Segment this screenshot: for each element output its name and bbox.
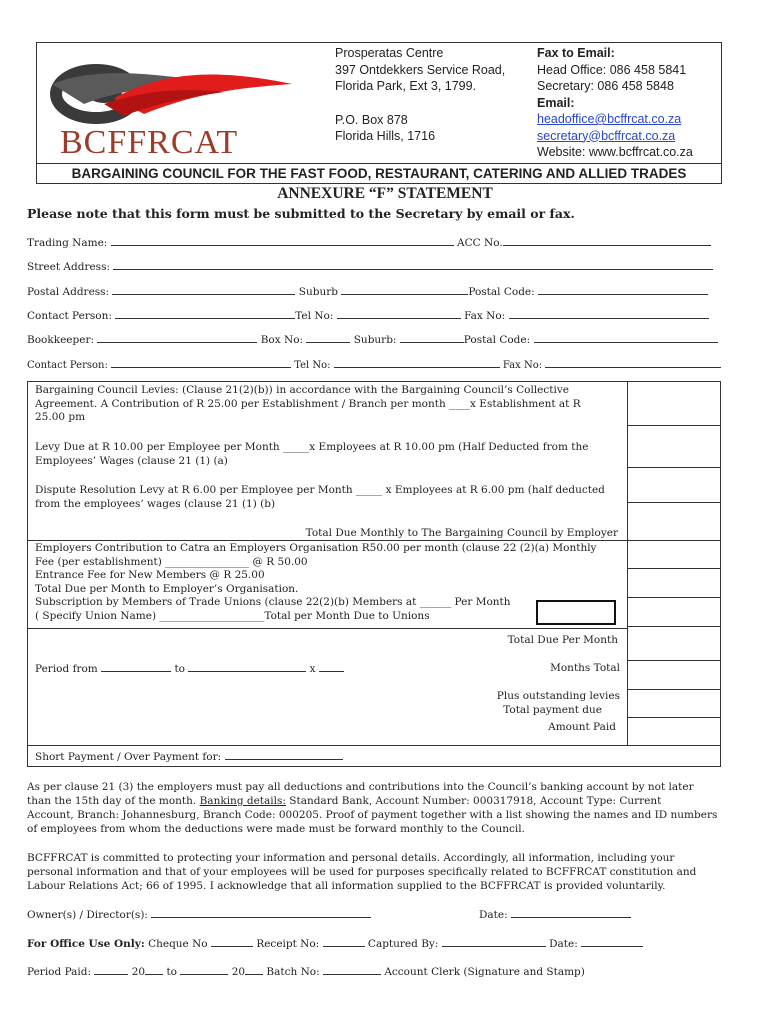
bcffrcat-logo [44,54,314,160]
postal-address-label: Postal Address: [27,286,110,298]
trading-name-input[interactable] [111,236,454,246]
short-payment-input[interactable] [225,750,343,760]
fax-no-input[interactable] [545,358,721,368]
amount-cell-divider [627,467,721,468]
clause-line [27,794,717,808]
levies-line: Bargaining Council Levies: (Clause 21(2)(b)) in accordance with the Bargaining Council’s Collective [35,384,569,396]
levies-text [35,384,581,425]
dispute-line: Dispute Resolution Levy at R 6.00 per Employee per Month _____ x Employees at R 6.00 pm (half deducted [35,484,605,496]
office-date-input[interactable] [581,937,643,947]
clause-line: As per clause 21 (3) the employers must pay all deductions and contributions into the Council’s banking account by not later [27,781,694,793]
letterhead-divider [36,163,722,164]
period-paid-to-input[interactable] [180,965,228,975]
period-x-label: x [309,663,316,675]
amount-cell-divider [627,689,721,690]
owner-row [27,908,371,921]
contact-person-row-2 [27,358,721,371]
employers-line: ( Specify Union Name) ____________________Total per Month Due to Unions [35,609,430,622]
postal-code2-label: Postal Code: [463,334,531,346]
bookkeeper-row [27,333,718,346]
page-title: ANNEXURE “F” STATEMENT [277,185,493,202]
cheque-no-label: Cheque No [148,938,208,950]
union-total-box[interactable] [536,600,616,625]
year-from-input[interactable] [145,965,163,975]
fax-head-office: Head Office: 086 458 5841 [537,62,687,77]
address-line: 397 Ontdekkers Service Road, [335,62,506,77]
contact-person-label: Contact Person: [27,310,112,322]
contact-person-input[interactable] [111,358,291,368]
clause-text: than the 15th day of the month. [27,795,200,807]
owner-signature-input[interactable] [151,908,371,918]
short-payment-row [35,750,343,765]
email-head-office-link[interactable]: headoffice@bcffrcat.co.za [537,112,682,126]
suburb2-label: Suburb: [353,334,397,346]
account-clerk-label: Account Clerk (Signature and Stamp) [384,966,585,978]
batch-no-input[interactable] [323,965,381,975]
logo-text: BCFFRCAT [60,124,239,161]
tel-no-label: Tel No: [295,310,334,322]
total-monthly-label: Total Due Monthly to The Bargaining Council by Employer [305,527,618,539]
box-no-input[interactable] [306,333,350,343]
batch-no-label: Batch No: [266,966,320,978]
submission-note: Please note that this form must be submitted to the Secretary by email or fax. [27,206,575,221]
street-address-row [27,260,713,273]
street-address-input[interactable] [113,260,713,270]
fax-no-label: Fax No: [464,310,506,322]
owner-date-row [479,908,631,921]
clause-line: Account, Branch: Johannesburg, Branch Code: 000205. Proof of payment together with a list showing the names and ID numbers [27,809,718,821]
amount-cell-divider [627,626,721,627]
levies-line: Agreement. A Contribution of R 25.00 per Establishment / Branch per month ____x Establishment at R [35,397,581,410]
captured-by-label: Captured By: [367,938,439,950]
dispute-levy-text [35,484,605,511]
office-use-row [27,937,643,950]
year-prefix: 20 [231,966,246,978]
clause-line: of employees from whom the deductions were made must be forward monthly to the Council. [27,823,525,835]
payment-clause [27,780,717,836]
tel-no-label: Tel No: [294,360,331,371]
employers-line: Employers Contribution to Catra an Employers Organisation R50.00 per month (clause 22 (2)(a) Monthly [35,542,597,554]
postal-address-row [27,285,708,298]
contact-block [537,45,693,161]
po-box-line: Florida Hills, 1716 [335,129,436,143]
postal-code-input[interactable] [538,285,708,295]
employers-line: Entrance Fee for New Members @ R 25.00 [35,569,265,581]
suburb2-input[interactable] [400,333,464,343]
contact-person-row [27,309,709,322]
amount-cell-divider [627,425,721,426]
address-block [335,45,505,145]
amount-cell-divider [627,502,721,503]
tel-no-input[interactable] [334,358,500,368]
employers-line: Subscription by Members of Trade Unions (clause 22(2)(b) Members at ______ Per Month [35,596,511,608]
levies-line: 25.00 pm [35,411,86,423]
date-input[interactable] [511,908,631,918]
privacy-line: Labour Relations Act; 66 of 1995. I acknowledge that all information supplied to the BCFFRCAT is provided voluntarily. [27,880,666,892]
total-due-per-month-label: Total Due Per Month [507,634,618,646]
levy-line: Employees’ Wages (clause 21 (1) (a) [35,454,228,467]
plus-outstanding-label: Plus outstanding levies [496,690,620,702]
row-divider [27,628,627,629]
amount-cell-divider [627,568,721,569]
office-date-label: Date: [549,938,578,950]
outstanding-levies-block [35,690,620,717]
email-title: Email: [537,95,575,110]
contact-person-input[interactable] [115,309,295,319]
amount-cell-divider [627,660,721,661]
suburb-input[interactable] [341,285,468,295]
fax-no-input[interactable] [509,309,709,319]
receipt-no-label: Receipt No: [256,938,320,950]
trading-name-label: Trading Name: [27,237,108,249]
address-line: Prosperatas Centre [335,46,444,60]
period-from-label: Period from [35,663,98,675]
year-prefix: 20 [131,966,146,978]
date-label: Date: [479,909,508,921]
year-to-input[interactable] [245,965,263,975]
acc-no-input[interactable] [503,236,711,246]
period-to-label: to [174,663,185,675]
office-use-label: For Office Use Only: [27,938,145,950]
employers-line: Total Due per Month to Employer’s Organisation. [35,582,299,595]
trading-name-row [27,236,711,249]
period-to-label: to [166,966,177,978]
privacy-line: personal information and that of your employees will be used for purposes specifically related to BCFFRCAT constitution and [27,866,697,878]
captured-by-input[interactable] [442,937,546,947]
dispute-line: from the employees’ wages (clause 21 (1) (b) [35,497,276,510]
suburb-label: Suburb [298,286,338,298]
row-divider [27,745,721,746]
amount-paid-label: Amount Paid [548,721,616,733]
fax-title: Fax to Email: [537,46,615,60]
address-line: Florida Park, Ext 3, 1799. [335,79,477,93]
privacy-statement [27,851,696,893]
levy-due-text [35,441,588,468]
period-paid-label: Period Paid: [27,966,92,978]
total-payment-due-label: Total payment due [503,703,602,716]
acc-no-label: ACC No. [457,237,503,249]
owner-label: Owner(s) / Director(s): [27,909,148,921]
amount-cell-divider [627,597,721,598]
receipt-no-input[interactable] [323,937,365,947]
fax-secretary: Secretary: 086 458 5848 [537,79,674,93]
employers-contribution-text [35,542,597,623]
po-box-line: P.O. Box 878 [335,112,408,127]
postal-address-input[interactable] [112,285,295,295]
cheque-no-input[interactable] [211,937,253,947]
fax-no-label: Fax No: [502,360,543,371]
council-name: BARGAINING COUNCIL FOR THE FAST FOOD, RESTAURANT, CATERING AND ALLIED TRADES [71,166,687,181]
email-secretary-link[interactable]: secretary@bcffrcat.co.za [537,128,676,143]
website: Website: www.bcffrcat.co.za [537,145,693,159]
bookkeeper-label: Bookkeeper: [27,334,95,346]
tel-no-input[interactable] [337,309,461,319]
postal-code2-input[interactable] [534,333,718,343]
employers-line: Fee (per establishment) ________________ @ R 50.00 [35,555,308,568]
amount-cell-divider [627,717,721,718]
period-paid-from-input[interactable] [94,965,128,975]
box-no-label: Box No: [260,334,304,346]
bookkeeper-input[interactable] [97,333,257,343]
amount-column-divider [627,381,628,745]
privacy-line: BCFFRCAT is committed to protecting your information and personal details. Accordingly, all information, including your [27,852,675,864]
postal-code-label: Postal Code: [468,286,535,298]
period-paid-row [27,965,585,978]
banking-details-label: Banking details: [199,795,286,807]
levy-line: Levy Due at R 10.00 per Employee per Month _____x Employees at R 10.00 pm (Half Deducted from the [35,441,589,453]
street-address-label: Street Address: [27,261,110,273]
clause-text: Standard Bank, Account Number: 000317918, Account Type: Current [285,795,662,807]
short-payment-label: Short Payment / Over Payment for: [35,751,222,763]
contact-person-label: Contact Person: [27,360,108,371]
months-total-label: Months Total [550,662,620,674]
